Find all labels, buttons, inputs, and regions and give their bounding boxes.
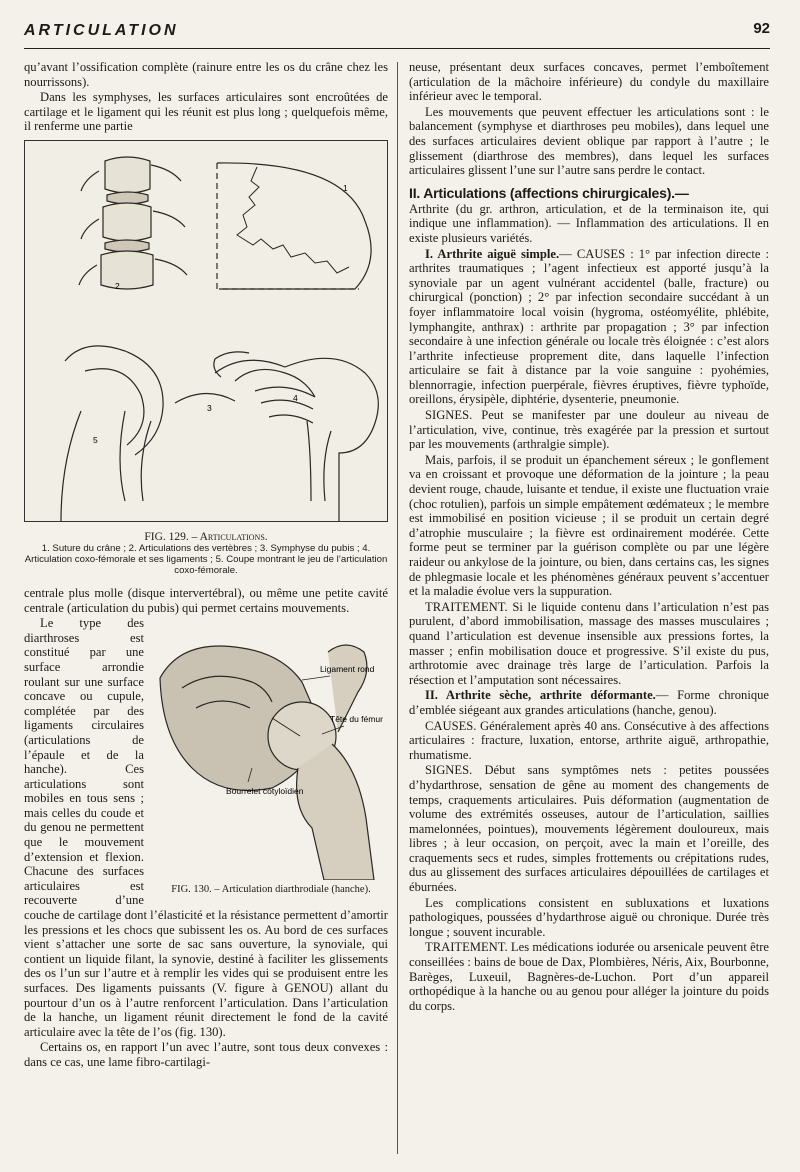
subheading-arthrite-aigue: I. Arthrite aiguë simple. — [425, 246, 560, 261]
page-number: 92 — [753, 20, 770, 37]
header-title: ARTICULATION — [24, 22, 179, 39]
section-heading-ii: II. Articulations (affections chirurgicales).— — [409, 184, 689, 201]
figure-129-caption-block — [24, 531, 388, 576]
left-column — [24, 60, 388, 1071]
column-divider — [397, 62, 398, 1154]
signes-paragraph: SIGNES. Peut se manifester par une douleur au niveau de l’articulation, vive, continue, très exagérée par la pression et surtout par les mouvements (arthralgie simple). — [409, 408, 769, 452]
figure-129-label-4: 4 — [293, 392, 298, 403]
figure-130-label-ligament-rond: Ligament rond — [320, 664, 375, 675]
left-paragraph-5: Certains os, en rapport l’un avec l’autre, sont tous deux convexes : dans ce cas, une lame fibro-cartilagi- — [24, 1040, 388, 1069]
arthrite-aigue-paragraph — [409, 247, 769, 408]
figure-129-illustration — [24, 140, 388, 522]
figure-130-label-bourrelet: Bourrelet cotyloïdien — [226, 786, 304, 797]
causes-text: — CAUSES : 1° par infection directe : arthrites traumatiques ; l’agent infectieux est apporté jusqu’à la synoviale par un agent vulnérant accidentel (balle, fracture) ou chirurgical (ponction) ; 2° par infection secondaire succédant à un foyer inflammatoire local voisin (hygroma, ostéomyélite, phlébite, lymphangite, anthrax) : arthrite par propagation ; 3° par infection secondaire à une infection générale ou locale très éloignée : c’est alors l’arthrite infectieuse proprement dite, dans laquelle l’infection articulaire se fait à distance par la voie sanguine : pyohémies, blennorragie, infection puerpérale, fièvres éruptives, fièvre typhoïde, oreillons, érysipèle, diphtérie, dysenterie, pneumonie. — [409, 246, 769, 407]
hip-joint-drawing — [61, 346, 378, 521]
figure-129-legend: 1. Suture du crâne ; 2. Articulations des vertèbres ; 3. Symphyse du pubis ; 4. Articulation coxo-fémorale et ses ligaments ; 5. Coupe montrant le jeu de l’articulation coxo-fémorale. — [24, 542, 388, 576]
left-paragraph-3: centrale plus molle (disque intervertébral), ou même une petite cavité centrale (articulation du pubis) qui permet certains mouvements. — [24, 585, 388, 615]
traitement-paragraph: TRAITEMENT. Si le liquide contenu dans l’articulation n’est pas purulent, d’abord immobilisation, massage des masses musculaires ; quand l’articulation est devenue insensible aux pressions fortes, la masser ; enfin mobilisation douce et progressive. S’il existe du pus, arthrotomie avec drainage très large de l’articulation. Parfois la résection et l’amputation sont nécessaires. — [409, 599, 769, 687]
right-paragraph-2: Les mouvements que peuvent effectuer les articulations sont : le balancement (symphyse et diarthroses peu mobiles), dans lequel une des surfaces articulaires devient oblique par rapport à l’autre ; le glissement (diarthrose des membres), dans lequel les surfaces articulaires glissent l’une sur l’autre sans perdre le contact. — [409, 104, 769, 178]
figure-130-caption: FIG. 130. – Articulation diarthrodiale (hanche). — [171, 884, 371, 896]
right-column — [409, 60, 769, 1014]
left-paragraph-2: Dans les symphyses, les surfaces articulaires sont encroûtées de cartilage et le ligament qui les réunit est plus long ; quelquefois même, il renferme une partie — [24, 90, 388, 134]
causes-2-paragraph: CAUSES. Généralement après 40 ans. Consécutive à des affections articulaires : fracture, luxation, entorse, arthrite aiguë, arthropathie, rhumatisme. — [409, 718, 769, 762]
figure-129-drawing — [25, 141, 387, 521]
arthrite-seche-text: — Forme chronique d’emblée siégeant aux grandes articulations (hanche, genou). — [409, 688, 769, 717]
figure-129-label-1: 1 — [343, 182, 348, 193]
figure-129-label-3: 3 — [207, 402, 212, 413]
complications-paragraph: Les complications consistent en subluxations et luxations pathologiques, poussées d’hydarthrose aiguë ou chronique. Durée très longue ; souvent incurable. — [409, 895, 769, 939]
arthrite-definition: Arthrite (du gr. arthron, articulation, et de la terminaison ite, qui indique une inflammation). — Inflammation des articulations. Il en existe plusieurs variétés. — [409, 201, 769, 245]
left-paragraph-4: Le type des diarthroses est constitué par une surface arrondie roulant sur une surface concave ou cupule, complétée par des ligaments circulaires (articulations de l’épaule et de la hanche). Ces articulations sont mobiles en tous sens ; mais celles du coude et du genou ne permettent que le mouvement d’extension et flexion. Chacune des surfaces articulaires est recouverte d’une couche de cartilage dont l’élasticité et la résistance permettent d’amortir les pressions et les chocs que subissent les os. Au bord de ces surfaces vient s’attacher une sorte de sac sans ouverture, la synoviale, qui contient un liquide filant, la synovie, destiné à faciliter les glissements des os l’un sur l’autre et à remplir les vides qui se produisent entre les surfaces. Des ligaments puissants (V. figure à GENOU) allant du pourtour d’un os à l’autre renforcent l’articulation. Dans l’articulation de la hanche, un ligament réunit directement le fond de la cavité articulaire avec la tête de l’os (fig. 130). — [24, 616, 388, 1039]
figure-129-label-2: 2 — [115, 280, 120, 291]
running-header — [24, 22, 770, 49]
figure-129-caption: FIG. 129. – Articulations. — [144, 530, 268, 543]
left-paragraph-1: qu’avant l’ossification complète (rainure entre les os du crâne chez les nourrissons). — [24, 60, 388, 89]
vertebrae-drawing — [79, 157, 187, 289]
figure-130-drawing — [152, 618, 390, 880]
epanchement-paragraph: Mais, parfois, il se produit un épanchement séreux ; le gonflement va en croissant et provoque une déformation de la jointure ; la peau devient rouge, chaude, luisante et tendue, il existe une fluctuation vraie (choc rotulien), parfois un simple empâtement œdémateux ; le membre est immobilisé en position vicieuse ; il se produit un certain degré d’atrophie musculaire ; la fièvre est ordinairement modérée. Cette forme peut se terminer par la guérison complète ou par une légère raideur ou ankylose de la jointure, ou bien, dans certains cas, les signes de phlegmasie locale et les phénomènes généraux peuvent s’accentuer et la maladie évolue vers la suppuration. — [409, 452, 769, 599]
right-paragraph-1: neuse, présentant deux surfaces concaves, permet l’emboîtement (articulation de la mâchoire inférieure) du condyle du maxillaire inférieur avec le temporal. — [409, 60, 769, 104]
figure-129-label-5: 5 — [93, 434, 98, 445]
figure-130 — [152, 618, 390, 898]
signes-2-paragraph: SIGNES. Début sans symptômes nets : petites poussées d’hydarthrose, sensation de gêne au moment des changements de temps, craquements articulaires. Puis déformation (augmentation de volume des extrémités osseuses, autour de l’articulation, saillies mamelonnées, pointues), mouvements légèrement douloureux, mais libres ; à leur occasion, on perçoit, avec la main et l’oreille, des craquements secs et rudes, simples frottements ou crépitations rudes, dus au glissement des surfaces articulaires dépouillées de cartilages et éburnées. — [409, 763, 769, 895]
skull-suture-drawing — [217, 163, 371, 289]
arthrite-seche-paragraph — [409, 688, 769, 717]
traitement-2-paragraph: TRAITEMENT. Les médications iodurée ou arsenicale peuvent être conseillées : bains de boue de Dax, Plombières, Néris, Aix, Bourbonne, Barèges, Luxeuil, Bagnères-de-Luchon. Port d’un appareil orthopédique à la hanche ou au genou pour alléger la jointure du poids du corps. — [409, 940, 769, 1013]
subheading-arthrite-seche: II. Arthrite sèche, arthrite déformante. — [425, 688, 656, 703]
figure-130-label-tete-femur: Tête du fémur — [330, 714, 383, 725]
